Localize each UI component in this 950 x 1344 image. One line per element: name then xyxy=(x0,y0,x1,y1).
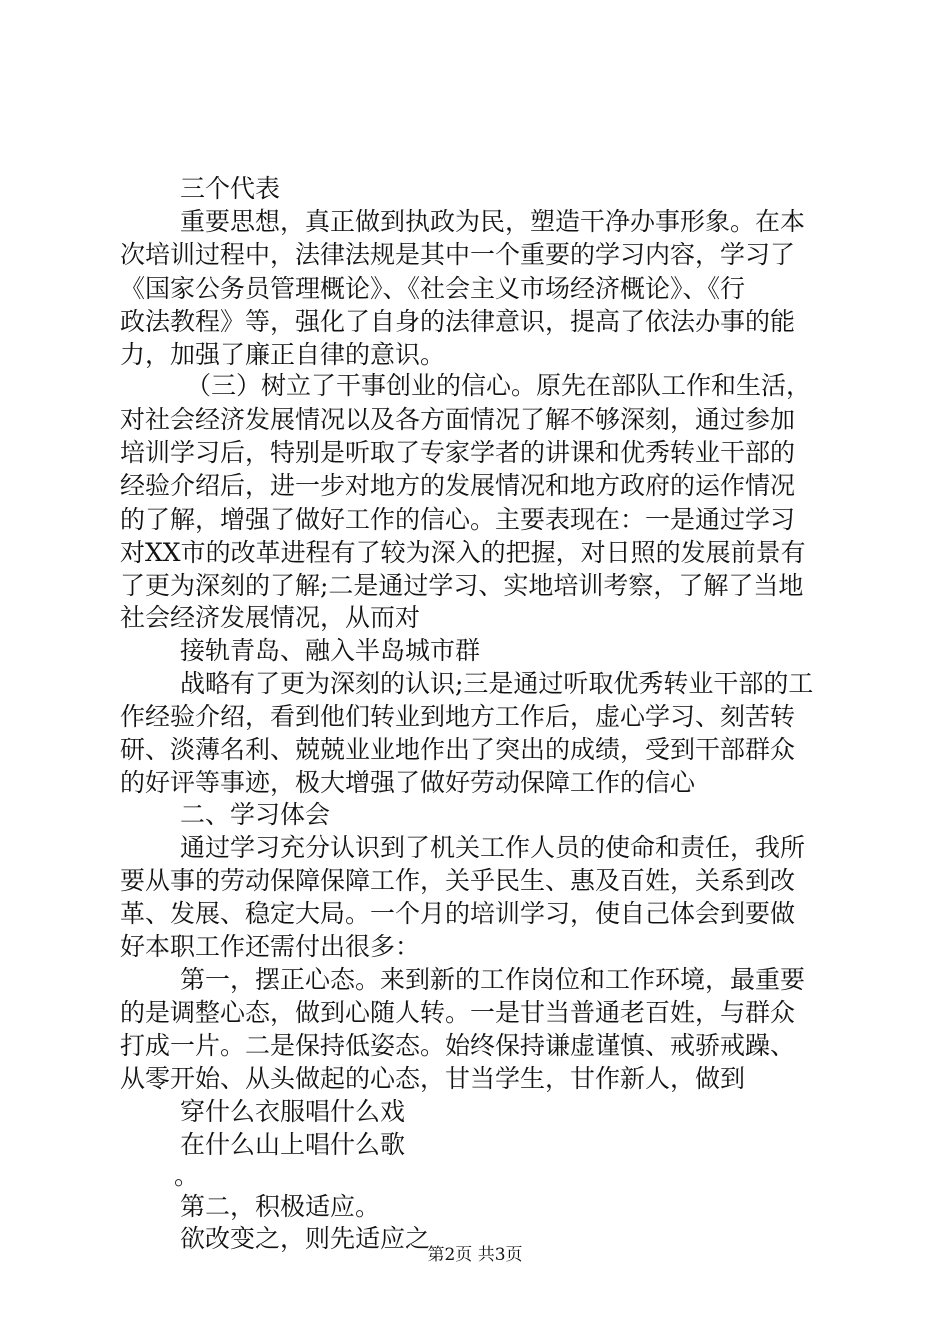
text-line: 次培训过程中，法律法规是其中一个重要的学习内容，学习了 xyxy=(120,240,796,269)
text-line: 要从事的劳动保障保障工作，关乎民生、惠及百姓，关系到改 xyxy=(120,866,796,895)
text-line: （三）树立了干事创业的信心。原先在部队工作和生活， xyxy=(186,371,812,400)
text-line: 打成一片。二是保持低姿态。始终保持谦虚谨慎、戒骄戒躁、 xyxy=(120,1031,796,1060)
text-line: 从零开始、从头做起的心态，甘当学生，甘作新人，做到 xyxy=(120,1064,746,1093)
text-line: 社会经济发展情况，从而对 xyxy=(120,603,421,632)
text-line: 。 xyxy=(174,1161,200,1190)
text-line: 对XX市的改革进程有了较为深入的把握，对日照的发展前景有 xyxy=(120,538,806,567)
text-line: 培训学习后，特别是听取了专家学者的讲课和优秀转业干部的 xyxy=(120,438,796,467)
text-line: 力，加强了廉正自律的意识。 xyxy=(120,340,446,369)
text-line: 穿什么衣服唱什么戏 xyxy=(180,1097,406,1126)
text-line: 革、发展、稳定大局。一个月的培训学习，使自己体会到要做 xyxy=(120,899,796,928)
text-line: 《国家公务员管理概论》、《社会主义市场经济概论》、《行 xyxy=(120,274,746,303)
text-line: 对社会经济发展情况以及各方面情况了解不够深刻，通过参加 xyxy=(120,405,796,434)
text-line: 欲改变之，则先适应之 xyxy=(180,1224,431,1253)
text-line: 的是调整心态，做到心随人转。一是甘当普通老百姓，与群众 xyxy=(120,998,796,1027)
text-line: 在什么山上唱什么歌 xyxy=(180,1130,406,1159)
text-line: 重要思想，真正做到执政为民，塑造干净办事形象。在本 xyxy=(180,207,806,236)
text-line: 的了解，增强了做好工作的信心。主要表现在：一是通过学习 xyxy=(120,505,796,534)
text-line: 接轨青岛、融入半岛城市群 xyxy=(180,636,481,665)
text-line: 的好评等事迹，极大增强了做好劳动保障工作的信心 xyxy=(120,768,696,797)
page-number-footer: 第2页 共3页 xyxy=(427,1245,523,1265)
text-line: 三个代表 xyxy=(180,174,281,203)
text-line: 政法教程》等，强化了自身的法律意识，提高了依法办事的能 xyxy=(120,307,796,336)
text-line: 经验介绍后，进一步对地方的发展情况和地方政府的运作情况 xyxy=(120,471,796,500)
text-line: 第二，积极适应。 xyxy=(180,1192,381,1221)
text-line: 研、淡薄名利、兢兢业业地作出了突出的成绩，受到干部群众 xyxy=(120,735,796,764)
text-line: 第一，摆正心态。来到新的工作岗位和工作环境，最重要 xyxy=(180,965,806,994)
text-line: 通过学习充分认识到了机关工作人员的使命和责任，我所 xyxy=(180,833,806,862)
text-line: 好本职工作还需付出很多： xyxy=(120,932,421,961)
text-line: 作经验介绍，看到他们转业到地方工作后，虚心学习、刻苦转 xyxy=(120,702,796,731)
text-line: 了更为深刻的了解;二是通过学习、实地培训考察，了解了当地 xyxy=(120,571,804,600)
section-heading: 二、学习体会 xyxy=(180,800,331,829)
text-line: 战略有了更为深刻的认识;三是通过听取优秀转业干部的工 xyxy=(180,669,814,698)
